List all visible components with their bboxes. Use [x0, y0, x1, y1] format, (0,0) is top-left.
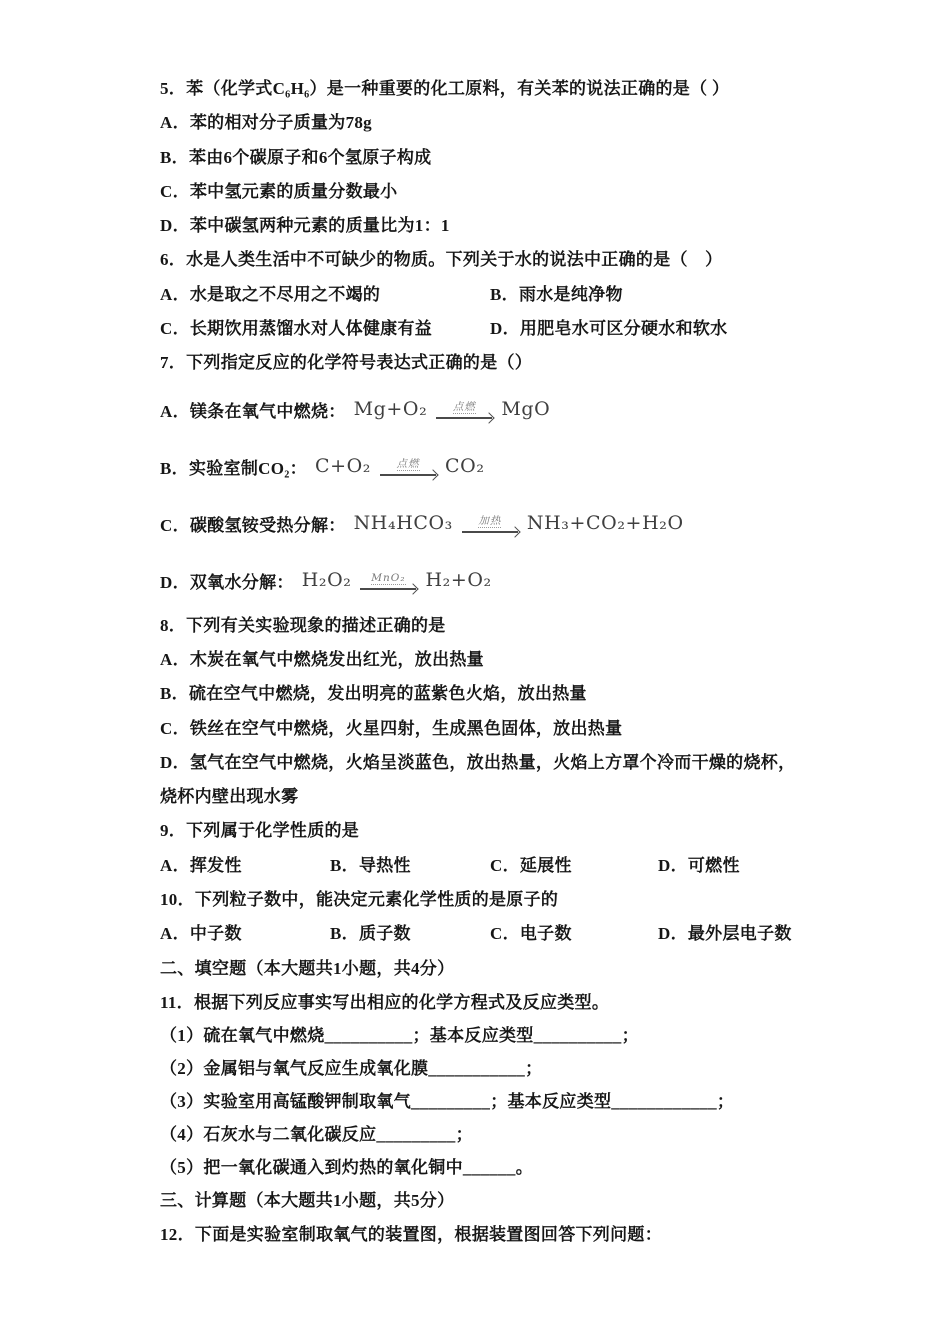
- option-label: A．镁条在氧气中燃烧：: [160, 401, 346, 421]
- question-7-option-b: [160, 438, 800, 495]
- question-9-option-d: D．可燃性: [658, 855, 740, 875]
- question-5-option-c: C．苯中氢元素的质量分数最小: [160, 181, 398, 201]
- question-8-option-d: D．氢气在空气中燃烧，火焰呈淡蓝色，放出热量，火焰上方罩个冷而干燥的烧杯，: [160, 752, 796, 772]
- reaction-arrow: [462, 516, 518, 533]
- reaction-arrow: [380, 459, 436, 476]
- question-5-option-b: B．苯由6个碳原子和6个氢原子构成: [160, 147, 432, 167]
- option-label: C．碳酸氢铵受热分解：: [160, 515, 346, 535]
- question-6-option-d: D．用肥皂水可区分硬水和软水: [490, 319, 728, 339]
- question-10-stem: 10．下列粒子数中，能决定元素化学性质的是原子的: [160, 890, 559, 910]
- question-5-option-a: A．苯的相对分子质量为78g: [160, 113, 372, 133]
- question-8-option-d-continuation: 烧杯内壁出现水雾: [160, 787, 299, 807]
- question-10-option-d: D．最外层电子数: [658, 924, 792, 944]
- question-10-option-b: B．质子数: [330, 924, 411, 944]
- question-6-option-b: B．雨水是纯净物: [490, 284, 623, 304]
- question-8-option-c: C．铁丝在空气中燃烧，火星四射，生成黑色固体，放出热量: [160, 718, 623, 738]
- question-5-stem: 5．苯（化学式C₆H₆）是一种重要的化工原料，有关苯的说法正确的是（ ）: [160, 79, 730, 98]
- reaction-condition: 加热: [478, 514, 502, 527]
- option-label: D．双氧水分解：: [160, 572, 294, 592]
- formula-products: H₂+O₂: [425, 569, 492, 592]
- question-6-option-c: C．长期饮用蒸馏水对人体健康有益: [160, 319, 433, 339]
- question-11-blank-item-3: （3）实验室用高锰酸钾制取氧气_________；基本反应类型____________；: [160, 1091, 735, 1111]
- reaction-arrow: [360, 573, 416, 590]
- question-12-stem: 12．下面是实验室制取氧气的装置图，根据装置图回答下列问题：: [160, 1225, 662, 1245]
- question-9-option-b: B．导热性: [330, 855, 411, 875]
- question-8-option-b: B．硫在空气中燃烧，发出明亮的蓝紫色火焰，放出热量: [160, 684, 587, 704]
- formula-products: NH₃+CO₂+H₂O: [526, 512, 684, 535]
- reaction-condition: 点燃: [452, 400, 476, 413]
- formula-reactants: C+O₂: [314, 455, 371, 478]
- question-10-option-c: C．电子数: [490, 924, 572, 944]
- question-9-option-c: C．延展性: [490, 855, 572, 875]
- question-11-blank-item-2: （2）金属铝与氧气反应生成氧化膜___________；: [160, 1058, 543, 1078]
- question-9-stem: 9．下列属于化学性质的是: [160, 821, 360, 841]
- question-8-stem: 8．下列有关实验现象的描述正确的是: [160, 615, 446, 635]
- reaction-condition: 点燃: [396, 457, 420, 470]
- question-5-option-d: D．苯中碳氢两种元素的质量比为1：1: [160, 216, 450, 236]
- right-arrow-icon: [462, 531, 518, 532]
- right-arrow-icon: [360, 588, 416, 589]
- right-arrow-icon: [436, 417, 492, 418]
- question-8-option-a: A．木炭在氧气中燃烧发出红光，放出热量: [160, 649, 484, 669]
- formula-reactants: NH₄HCO₃: [353, 512, 453, 535]
- question-7-option-c: [160, 495, 800, 552]
- question-10-option-row: [160, 917, 800, 951]
- question-6-stem: 6．水是人类生活中不可缺少的物质。下列关于水的说法中正确的是（ ）: [160, 250, 723, 270]
- section-heading-calculation: 三、计算题（本大题共1小题，共5分）: [160, 1190, 455, 1210]
- question-9-option-a: A．挥发性: [160, 855, 242, 875]
- formula-reactants: Mg+O₂: [353, 398, 428, 421]
- question-6-option-row-2: [160, 312, 800, 346]
- formula-reactants: H₂O₂: [301, 569, 352, 592]
- question-6-option-a: A．水是取之不尽用之不竭的: [160, 284, 381, 304]
- option-label: B．实验室制CO₂：: [160, 458, 307, 478]
- question-7-option-a: [160, 381, 800, 438]
- question-7-stem: 7．下列指定反应的化学符号表达式正确的是（）: [160, 353, 533, 373]
- reaction-condition: MnO₂: [371, 571, 406, 584]
- formula-products: MgO: [501, 398, 551, 421]
- question-9-option-row: [160, 849, 800, 883]
- right-arrow-icon: [380, 474, 436, 475]
- question-11-stem: 11．根据下列反应事实写出相应的化学方程式及反应类型。: [160, 992, 610, 1012]
- formula-products: CO₂: [445, 455, 485, 478]
- question-11-blank-item-5: （5）把一氧化碳通入到灼热的氧化铜中______。: [160, 1157, 533, 1177]
- reaction-arrow: [436, 402, 492, 419]
- question-11-blank-item-4: （4）石灰水与二氧化碳反应_________；: [160, 1124, 473, 1144]
- question-6-option-row-1: [160, 278, 800, 312]
- question-11-blank-item-1: （1）硫在氧气中燃烧__________；基本反应类型__________；: [160, 1025, 639, 1045]
- question-10-option-a: A．中子数: [160, 924, 242, 944]
- section-heading-fill-in: 二、填空题（本大题共1小题，共4分）: [160, 958, 455, 978]
- question-7-option-d: [160, 552, 800, 609]
